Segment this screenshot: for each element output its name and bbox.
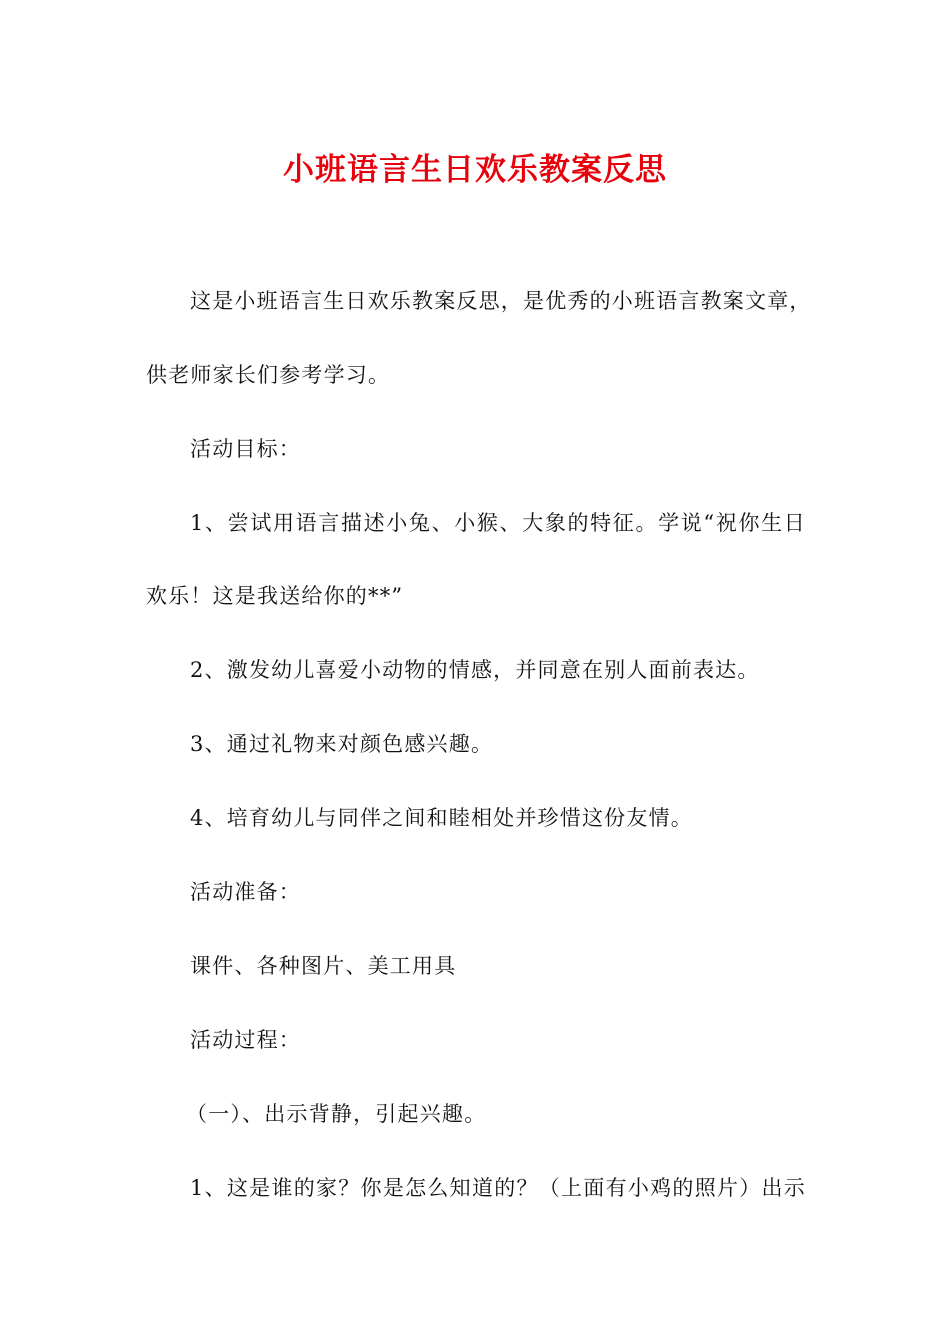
intro-line-1: 这是小班语言生日欢乐教案反思，是优秀的小班语言教案文章，	[190, 289, 812, 313]
goal-1-line-2: 欢乐！这是我送给你的**”	[146, 584, 404, 608]
process-step-1-item-1: 1、这是谁的家？你是怎么知道的？（上面有小鸡的照片）出示	[190, 1176, 806, 1200]
intro-line-2: 供老师家长们参考学习。	[146, 363, 391, 387]
preparation-items: 课件、各种图片、美工用具	[190, 954, 457, 978]
goal-4: 4、培育幼儿与同伴之间和睦相处并珍惜这份友情。	[190, 806, 693, 830]
section-heading-preparation: 活动准备：	[190, 880, 301, 904]
goal-2: 2、激发幼儿喜爱小动物的情感，并同意在别人面前表达。	[190, 658, 760, 682]
document-title: 小班语言生日欢乐教案反思	[283, 152, 667, 188]
goal-1-line-1: 1、尝试用语言描述小兔、小猴、大象的特征。学说“祝你生日	[190, 511, 806, 535]
section-heading-goals: 活动目标：	[190, 437, 301, 461]
section-heading-process: 活动过程：	[190, 1028, 301, 1052]
goal-3: 3、通过礼物来对颜色感兴趣。	[190, 732, 494, 756]
process-step-1: （一）、出示背静，引起兴趣。	[186, 1102, 487, 1126]
